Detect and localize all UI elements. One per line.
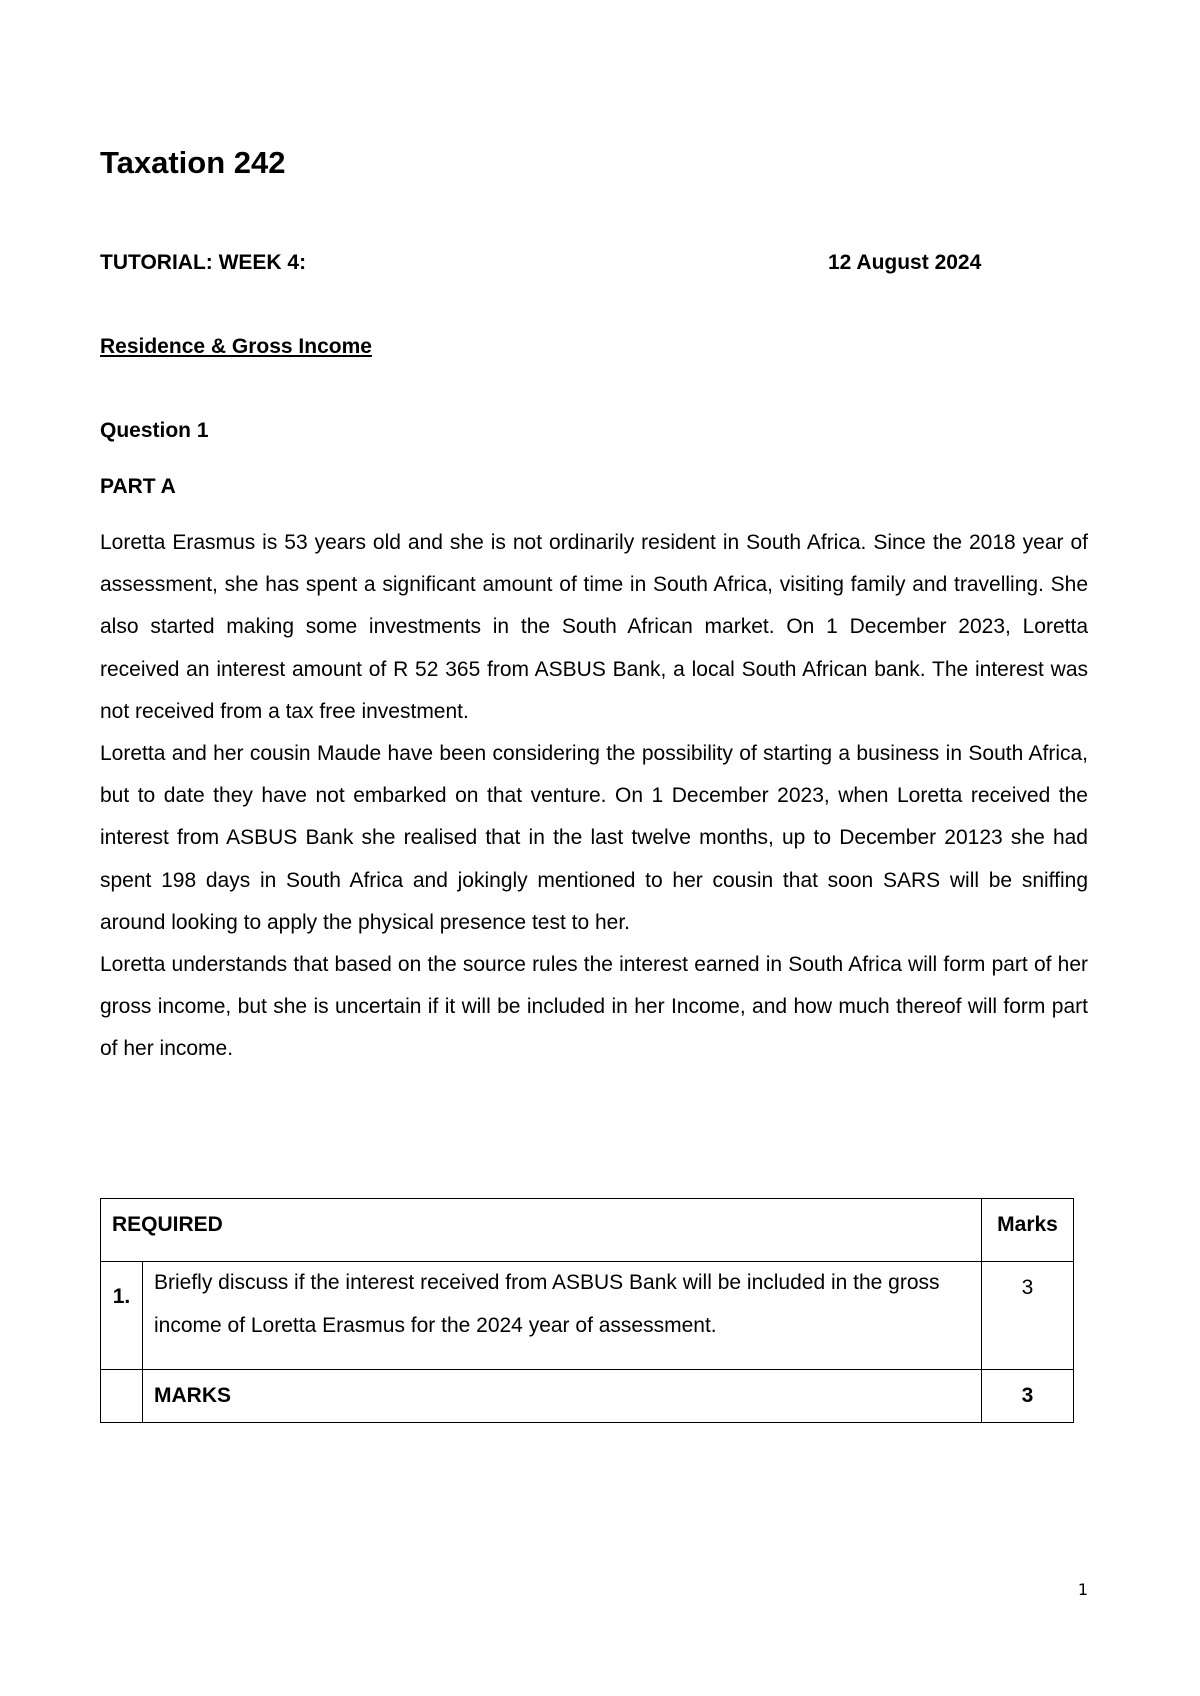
page-number: 1 bbox=[1077, 1580, 1088, 1599]
required-header: REQUIRED bbox=[101, 1199, 982, 1262]
paragraph: Loretta Erasmus is 53 years old and she is not ordinarily resident in South Africa. Since the 2018 year of assessment, she has spent a significant amount of time in South Africa, visiting family and travelling. She also started making some investments in the South African market. On 1 December 2023, Loretta received an interest amount of R 52 365 from ASBUS Bank, a local South African bank. The interest was not received from a tax free investment. bbox=[100, 531, 1088, 723]
required-table bbox=[100, 1198, 1074, 1423]
total-label: MARKS bbox=[143, 1370, 982, 1423]
marks-header: Marks bbox=[982, 1199, 1074, 1262]
section-heading: Residence & Gross Income bbox=[100, 335, 372, 358]
document-title: Taxation 242 bbox=[100, 145, 286, 180]
question-heading: Question 1 bbox=[100, 419, 209, 442]
tutorial-date: 12 August 2024 bbox=[828, 251, 982, 274]
question-number: 1. bbox=[101, 1262, 143, 1370]
paragraph: Loretta understands that based on the source rules the interest earned in South Africa will form part of her gross income, but she is uncertain if it will be included in her Income, and how much thereof will form part of her income. bbox=[100, 953, 1088, 1061]
paragraph: Loretta and her cousin Maude have been considering the possibility of starting a business in South Africa, but to date they have not embarked on that venture. On 1 December 2023, when Loretta received the interest from ASBUS Bank she realised that in the last twelve months, up to December 20123 she had spent 198 days in South Africa and jokingly mentioned to her cousin that soon SARS will be sniffing around looking to apply the physical presence test to her. bbox=[100, 742, 1088, 934]
empty-cell bbox=[101, 1370, 143, 1423]
question-body bbox=[100, 522, 1088, 1071]
table-row bbox=[101, 1262, 1074, 1370]
tutorial-label: TUTORIAL: WEEK 4: bbox=[100, 251, 307, 274]
question-description: Briefly discuss if the interest received from ASBUS Bank will be included in the gross income of Loretta Erasmus for the 2024 year of assessment. bbox=[143, 1262, 982, 1370]
tutorial-line bbox=[100, 250, 1008, 275]
table-header-row bbox=[101, 1199, 1074, 1262]
total-marks: 3 bbox=[982, 1370, 1074, 1423]
table-total-row bbox=[101, 1370, 1074, 1423]
part-heading: PART A bbox=[100, 475, 176, 498]
question-marks: 3 bbox=[982, 1262, 1074, 1370]
